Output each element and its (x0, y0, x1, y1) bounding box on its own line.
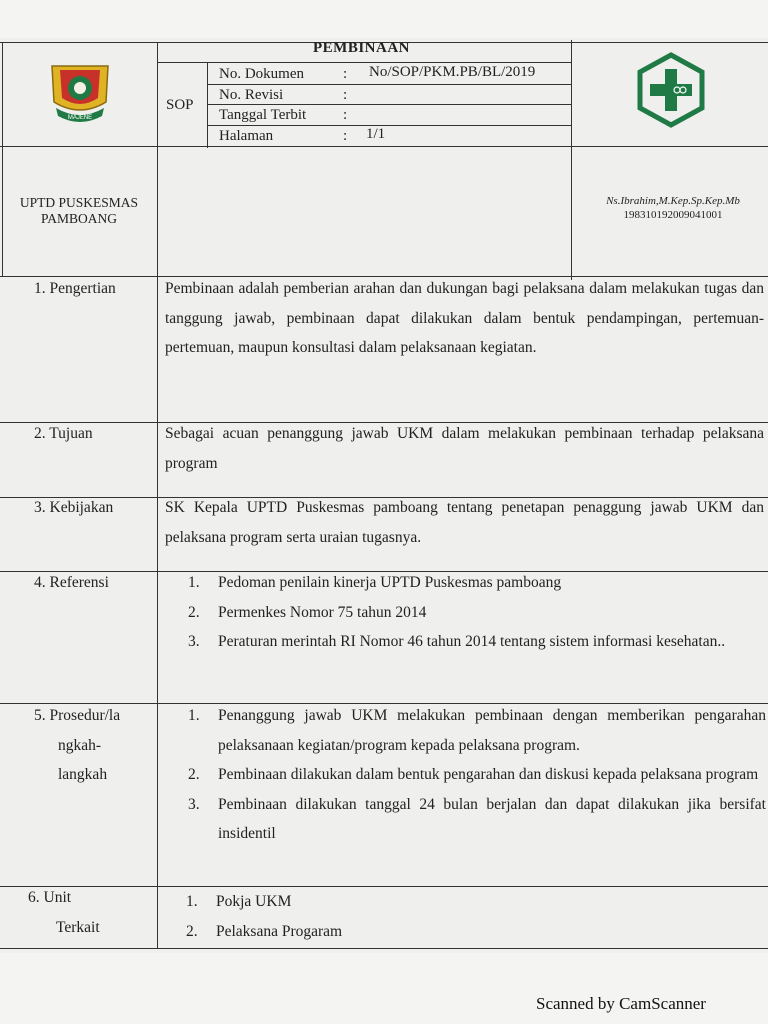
label-line: ngkah- (58, 736, 102, 754)
district-logo-icon (46, 58, 114, 130)
item-number: 1. (186, 893, 198, 910)
sop-label: SOP (166, 97, 194, 113)
section-label: 1. Pengertian (34, 280, 116, 297)
item-text: Pembinaan dilakukan tanggal 24 bulan berjalan dan dapat dilakukan jika bersifat insidentil (218, 795, 766, 842)
section-label (34, 701, 120, 790)
header-mid-line (0, 146, 768, 147)
list-item (186, 887, 764, 917)
organization-name (4, 195, 154, 227)
section-label: 3. Kebijakan (34, 499, 114, 516)
document-number-value: No/SOP/PKM.PB/BL/2019 (369, 64, 536, 80)
section-label: 4. Referensi (34, 574, 109, 591)
section-divider (157, 278, 158, 948)
section-label (28, 883, 100, 942)
field-line-2 (207, 104, 571, 105)
list-item (188, 760, 766, 790)
organization-line: PAMBOANG (40, 211, 118, 226)
puskesmas-logo-icon (634, 52, 708, 128)
item-text: Penanggung jawab UKM melakukan pembinaan dengan memberikan pengarahan pelaksanaan kegiatan/program kepada pelaksana program. (218, 707, 766, 754)
item-text: Pokja UKM (216, 893, 292, 910)
header-divider-left (157, 42, 158, 280)
item-text: Permenkes Nomor 75 tahun 2014 (218, 603, 427, 621)
item-number: 3. (188, 633, 200, 650)
list-item (188, 701, 766, 760)
field-line-3 (207, 125, 571, 126)
item-number: 1. (188, 574, 200, 591)
item-text: Peraturan merintah RI Nomor 46 tahun 2014 tentang sistem informasi kesehatan.. (218, 633, 726, 650)
field-label: No. Dokumen (219, 66, 304, 82)
item-number: 3. (188, 795, 200, 813)
section-text: Pembinaan adalah pemberian arahan dan dukungan bagi pelaksana dalam melakukan tugas dan tanggung jawab, pembinaan dapat dilakukan dalam bentuk pendampingan, pertemuan-pertemuan, maupun konsultasi dalam pelaksanaan kegiatan. (165, 280, 764, 356)
scanner-watermark: Scanned by CamScanner (536, 994, 706, 1013)
label-line: 5. Prosedur/la (34, 707, 121, 724)
header-divider-right (571, 40, 572, 280)
field-separator: : (343, 66, 348, 82)
section-text: Sebagai acuan penanggung jawab UKM dalam melakukan pembinaan terhadap pelaksana program (165, 425, 764, 472)
list-item (188, 790, 766, 849)
border-left (2, 42, 3, 276)
list-item (186, 917, 764, 947)
item-text: Pembinaan dilakukan dalam bentuk pengarahan dan diskusi kepada pelaksana program (218, 766, 759, 783)
item-text: Pelaksana Progaram (216, 922, 343, 940)
field-separator: : (343, 128, 348, 144)
label-line: langkah (58, 766, 108, 783)
sop-divider (207, 62, 208, 148)
list-item (188, 598, 766, 628)
border-bottom (0, 948, 768, 949)
signer-block (578, 194, 768, 222)
document-page (0, 38, 768, 953)
item-number: 1. (188, 707, 200, 724)
signer-name: Ns.Ibrahim,M.Kep.Sp.Kep.Mb (606, 195, 740, 207)
field-separator: : (343, 107, 348, 123)
logo-text: MAJENE (67, 115, 93, 121)
list-item (188, 627, 766, 657)
field-label: Halaman (219, 128, 274, 144)
reference-list (188, 568, 766, 657)
signer-id: 198310192009041001 (623, 209, 723, 221)
item-text: Pedoman penilain kinerja UPTD Puskesmas pamboang (218, 574, 562, 591)
list-item (188, 568, 766, 598)
document-title: PEMBINAAN (313, 40, 410, 56)
item-number: 2. (188, 766, 200, 783)
item-number: 2. (188, 603, 200, 621)
label-line: 6. Unit (28, 889, 72, 906)
organization-line: UPTD PUSKESMAS (19, 195, 139, 210)
unit-list (186, 887, 764, 946)
page-value: 1/1 (366, 126, 386, 142)
label-line: Terkait (56, 918, 100, 936)
procedure-list (188, 701, 766, 849)
field-label: Tanggal Terbit (219, 107, 307, 123)
field-separator: : (343, 87, 348, 103)
field-label: No. Revisi (219, 87, 284, 103)
section-text: SK Kepala UPTD Puskesmas pamboang tentang penetapan penaggung jawab UKM dan pelaksana program serta uraian tugasnya. (165, 499, 764, 546)
item-number: 2. (186, 922, 198, 940)
field-line-1 (207, 84, 571, 85)
title-underline (157, 62, 571, 63)
section-label: 2. Tujuan (34, 425, 93, 442)
